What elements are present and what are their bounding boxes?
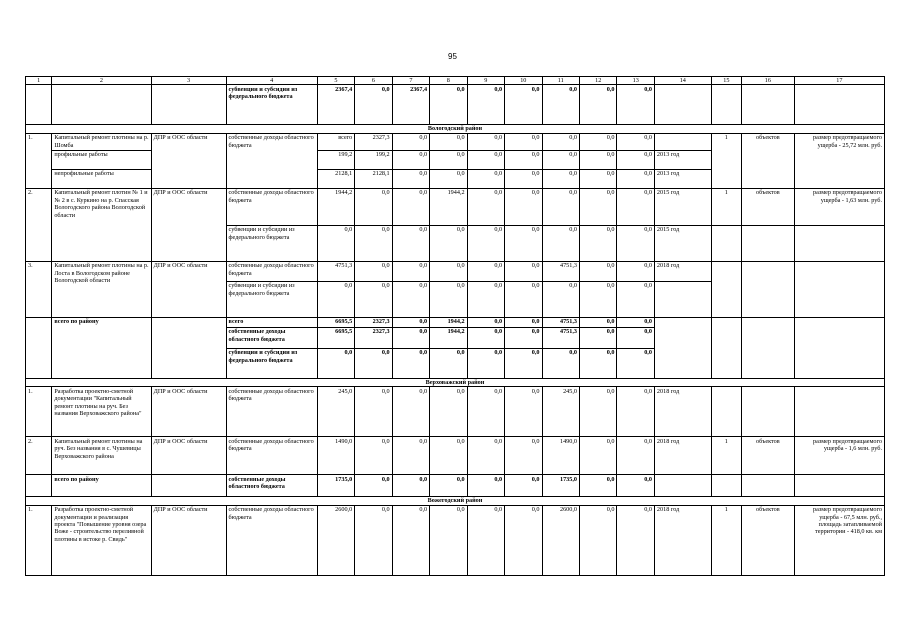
cell-value: 0,0	[467, 225, 504, 261]
cell-value: 0,0	[617, 317, 654, 327]
cell-year	[654, 475, 711, 497]
cell-name: Разработка проектно-сметной документации и реализация проекта "Повышение уровня озера Воже - строительство переливной плотины в истоке р. Свидь"	[52, 505, 151, 575]
cell-num	[26, 85, 52, 125]
header-cell: 1	[26, 77, 52, 85]
cell-value: 0,0	[505, 150, 542, 169]
section-row	[26, 497, 885, 505]
cell-value: 0,0	[579, 85, 616, 125]
cell-num: 2.	[26, 437, 52, 475]
cell-source: собственные доходы областного бюджета	[226, 387, 317, 437]
cell-value: 0,0	[467, 348, 504, 378]
cell-value: 0,0	[467, 188, 504, 225]
cell-num	[26, 475, 52, 497]
cell-year: 2013 год	[654, 169, 711, 188]
cell-value: 0,0	[617, 150, 654, 169]
cell-executor	[151, 475, 226, 497]
cell-value: 0,0	[392, 188, 429, 225]
cell-name: Капитальный ремонт плотины на р. Шомба	[52, 133, 151, 150]
cell-label: непрофильные работы	[52, 169, 151, 188]
cell-value: 1490,0	[542, 437, 579, 475]
cell-unit	[742, 387, 795, 437]
cell-value: 0,0	[505, 188, 542, 225]
cell-value: 0,0	[467, 437, 504, 475]
cell-value: 0,0	[467, 327, 504, 348]
cell-year: 2015 год	[654, 225, 711, 261]
cell-executor	[151, 85, 226, 125]
cell-note: размер предотвращаемого ущерба - 67,5 млн. руб., площадь затапливаемой территории - 418,0 кв. км	[794, 505, 884, 575]
table-header-row	[26, 77, 885, 85]
cell-value: 2128,1	[355, 169, 392, 188]
cell-value: 0,0	[392, 505, 429, 575]
cell-value: 0,0	[467, 317, 504, 327]
cell-source: всего	[226, 317, 317, 327]
header-cell: 3	[151, 77, 226, 85]
cell-value: 0,0	[505, 348, 542, 378]
cell-num: 1.	[26, 133, 52, 188]
table-row	[26, 317, 885, 327]
cell-count	[711, 225, 741, 261]
cell-value: 0,0	[505, 281, 542, 317]
cell-executor: ДПР и ООС области	[151, 188, 226, 261]
header-cell: 15	[711, 77, 741, 85]
table-row	[26, 475, 885, 497]
cell-value: 0,0	[430, 437, 467, 475]
cell-value: 0,0	[617, 261, 654, 281]
cell-value: 199,2	[355, 150, 392, 169]
cell-count: 1	[711, 133, 741, 188]
cell-value: 0,0	[392, 169, 429, 188]
cell-value: 0,0	[430, 261, 467, 281]
header-cell: 5	[317, 77, 354, 85]
cell-value: 0,0	[392, 327, 429, 348]
cell-value: 0,0	[355, 437, 392, 475]
cell-value: 0,0	[392, 225, 429, 261]
cell-value: 6695,5	[317, 327, 354, 348]
cell-value: 0,0	[505, 133, 542, 150]
cell-value: 1944,2	[430, 327, 467, 348]
section-title: Вологодский район	[26, 125, 885, 133]
cell-value: 0,0	[617, 169, 654, 188]
cell-value: 0,0	[317, 348, 354, 378]
cell-value: 0,0	[542, 85, 579, 125]
cell-value: 0,0	[579, 475, 616, 497]
cell-num	[26, 317, 52, 378]
cell-year	[654, 281, 711, 317]
cell-note	[794, 387, 884, 437]
cell-value: 0,0	[467, 261, 504, 281]
cell-year: 2018 год	[654, 261, 711, 281]
cell-year: 2015 год	[654, 188, 711, 225]
cell-value: 0,0	[355, 348, 392, 378]
cell-value: 0,0	[467, 281, 504, 317]
cell-source: собственные доходы областного бюджета	[226, 505, 317, 575]
cell-value: 0,0	[505, 85, 542, 125]
header-cell: 6	[355, 77, 392, 85]
cell-executor: ДПР и ООС области	[151, 437, 226, 475]
cell-count: 1	[711, 437, 741, 475]
cell-value: 2600,0	[542, 505, 579, 575]
cell-value: 2327,3	[355, 317, 392, 327]
cell-value: 0,0	[542, 169, 579, 188]
section-row	[26, 125, 885, 133]
cell-value: 0,0	[355, 387, 392, 437]
cell-unit	[742, 85, 795, 125]
cell-note: размер предотвращаемого ущерба - 1,6 млн. руб.	[794, 437, 884, 475]
header-cell: 14	[654, 77, 711, 85]
cell-source: субвенции и субсидии из федерального бюджета	[226, 225, 317, 261]
cell-unit	[742, 225, 795, 261]
cell-executor	[151, 317, 226, 378]
cell-value: 0,0	[579, 169, 616, 188]
cell-value: 0,0	[579, 150, 616, 169]
cell-value: 2600,0	[317, 505, 354, 575]
cell-label: профильные работы	[52, 150, 151, 169]
cell-value: 4751,3	[317, 261, 354, 281]
cell-value: 0,0	[505, 437, 542, 475]
cell-value: 1490,0	[317, 437, 354, 475]
cell-year	[654, 133, 711, 150]
cell-count	[711, 85, 741, 125]
cell-executor: ДПР и ООС области	[151, 505, 226, 575]
cell-value: 0,0	[617, 348, 654, 378]
cell-unit: объектов	[742, 188, 795, 225]
cell-unit: объектов	[742, 505, 795, 575]
cell-value: 0,0	[617, 437, 654, 475]
header-cell: 2	[52, 77, 151, 85]
cell-value: 0,0	[355, 505, 392, 575]
cell-value: 0,0	[617, 505, 654, 575]
header-cell: 10	[505, 77, 542, 85]
cell-value: 0,0	[392, 133, 429, 150]
cell-year: 2018 год	[654, 437, 711, 475]
cell-value: 0,0	[430, 85, 467, 125]
cell-num: 1.	[26, 505, 52, 575]
cell-value: 0,0	[355, 225, 392, 261]
page-number: 95	[448, 52, 457, 61]
cell-value: 0,0	[579, 505, 616, 575]
cell-source: субвенции и субсидии из федерального бюджета	[226, 348, 317, 378]
table-row	[26, 85, 885, 125]
cell-value: 0,0	[505, 317, 542, 327]
cell-value: 0,0	[505, 475, 542, 497]
cell-name: Капитальный ремонт плотин № 1 и № 2 в с. Куркино на р. Спасская Вологодского района Вологодской области	[52, 188, 151, 261]
header-cell: 7	[392, 77, 429, 85]
cell-note	[794, 225, 884, 261]
cell-value: 0,0	[579, 133, 616, 150]
cell-value: 0,0	[392, 475, 429, 497]
cell-value: 0,0	[542, 150, 579, 169]
cell-value: 0,0	[579, 387, 616, 437]
cell-source: собственные доходы областного бюджета	[226, 188, 317, 225]
cell-year: 2018 год	[654, 387, 711, 437]
cell-source: собственные доходы областного бюджета	[226, 261, 317, 281]
cell-value: 1944,2	[430, 317, 467, 327]
header-cell: 11	[542, 77, 579, 85]
section-title: Вожегодский район	[26, 497, 885, 505]
table-row	[26, 437, 885, 475]
table-row	[26, 188, 885, 225]
cell-name: всего по району	[52, 475, 151, 497]
cell-year: 2013 год	[654, 150, 711, 169]
cell-value: 0,0	[505, 387, 542, 437]
cell-value: 2128,1	[317, 169, 354, 188]
cell-note	[794, 261, 884, 317]
cell-value: 0,0	[392, 281, 429, 317]
cell-count: 1	[711, 188, 741, 225]
cell-value: 0,0	[579, 261, 616, 281]
cell-value: 1944,2	[317, 188, 354, 225]
cell-year: 2018 год	[654, 505, 711, 575]
cell-value: 0,0	[505, 505, 542, 575]
cell-value: 0,0	[430, 387, 467, 437]
section-title: Верховажский район	[26, 378, 885, 386]
cell-name: Капитальный ремонт плотины на р. Лоста в Вологодском районе Вологодской области	[52, 261, 151, 317]
cell-value: 0,0	[617, 387, 654, 437]
cell-value: 0,0	[467, 475, 504, 497]
cell-value: 0,0	[467, 387, 504, 437]
cell-value: 0,0	[542, 348, 579, 378]
cell-value: 0,0	[467, 169, 504, 188]
cell-count	[711, 387, 741, 437]
cell-value: 0,0	[392, 437, 429, 475]
cell-num: 3.	[26, 261, 52, 317]
cell-unit	[742, 261, 795, 317]
cell-note: размер предотвращаемого ущерба - 1,63 млн. руб.	[794, 188, 884, 225]
cell-year	[654, 85, 711, 125]
cell-name: Разработка проектно-сметной документации "Капитальный ремонт плотины на руч. Без названия Верховажского района"	[52, 387, 151, 437]
cell-value: 2367,4	[317, 85, 354, 125]
cell-source: собственные доходы областного бюджета	[226, 475, 317, 497]
cell-value: 0,0	[317, 225, 354, 261]
cell-count	[711, 317, 741, 378]
cell-value: 0,0	[355, 281, 392, 317]
header-cell: 13	[617, 77, 654, 85]
cell-value: 0,0	[617, 85, 654, 125]
cell-value: всего	[317, 133, 354, 150]
cell-value: 0,0	[355, 261, 392, 281]
cell-note	[794, 475, 884, 497]
cell-value: 0,0	[579, 317, 616, 327]
cell-value: 4751,3	[542, 327, 579, 348]
cell-source: собственные доходы областного бюджета	[226, 327, 317, 348]
cell-source: субвенции и субсидии из федерального бюджета	[226, 85, 317, 125]
cell-value: 0,0	[617, 475, 654, 497]
budget-table	[25, 76, 885, 576]
cell-value: 0,0	[430, 505, 467, 575]
cell-value: 0,0	[617, 225, 654, 261]
cell-num: 1.	[26, 387, 52, 437]
cell-value: 0,0	[505, 169, 542, 188]
cell-value: 4751,3	[542, 261, 579, 281]
cell-value: 0,0	[617, 133, 654, 150]
cell-value: 245,0	[542, 387, 579, 437]
cell-value: 0,0	[355, 475, 392, 497]
cell-value: 0,0	[579, 327, 616, 348]
cell-value: 0,0	[467, 133, 504, 150]
header-cell: 8	[430, 77, 467, 85]
cell-unit: объектов	[742, 133, 795, 188]
cell-value: 2327,3	[355, 327, 392, 348]
cell-executor: ДПР и ООС области	[151, 133, 226, 188]
cell-name: всего по району	[52, 317, 151, 378]
cell-value: 4751,3	[542, 317, 579, 327]
cell-source: субвенции и субсидии из федерального бюджета	[226, 281, 317, 317]
cell-note	[794, 317, 884, 378]
cell-value: 0,0	[430, 225, 467, 261]
table-row	[26, 387, 885, 437]
cell-value: 0,0	[392, 387, 429, 437]
table-row	[26, 133, 885, 150]
cell-value: 199,2	[317, 150, 354, 169]
cell-value: 0,0	[317, 281, 354, 317]
cell-value: 0,0	[617, 327, 654, 348]
cell-value: 0,0	[430, 169, 467, 188]
cell-value: 0,0	[467, 505, 504, 575]
cell-note	[794, 85, 884, 125]
cell-value: 0,0	[505, 261, 542, 281]
cell-name: Капитальный ремонт плотины на руч. Без названия в с. Чушевицы Верховажского района	[52, 437, 151, 475]
cell-executor: ДПР и ООС области	[151, 387, 226, 437]
cell-executor: ДПР и ООС области	[151, 261, 226, 317]
cell-value: 0,0	[617, 281, 654, 317]
cell-value: 0,0	[430, 150, 467, 169]
header-cell: 4	[226, 77, 317, 85]
header-cell: 9	[467, 77, 504, 85]
cell-value: 2367,4	[392, 85, 429, 125]
cell-unit	[742, 475, 795, 497]
cell-count	[711, 261, 741, 317]
cell-name	[52, 85, 151, 125]
header-cell: 17	[794, 77, 884, 85]
cell-value: 0,0	[392, 261, 429, 281]
cell-year	[654, 317, 711, 378]
cell-value: 0,0	[579, 188, 616, 225]
cell-value: 0,0	[542, 281, 579, 317]
table-row	[26, 261, 885, 281]
cell-note: размер предотвращаемого ущерба - 25,72 млн. руб.	[794, 133, 884, 188]
cell-value: 0,0	[579, 348, 616, 378]
cell-unit: объектов	[742, 437, 795, 475]
cell-value: 0,0	[430, 348, 467, 378]
header-cell: 16	[742, 77, 795, 85]
table-row	[26, 505, 885, 575]
cell-value: 0,0	[467, 85, 504, 125]
cell-value: 0,0	[355, 188, 392, 225]
cell-value: 0,0	[392, 348, 429, 378]
cell-value: 0,0	[505, 327, 542, 348]
cell-value: 6695,5	[317, 317, 354, 327]
cell-unit	[742, 317, 795, 378]
cell-value: 0,0	[355, 85, 392, 125]
cell-value: 0,0	[542, 225, 579, 261]
cell-value: 0,0	[579, 281, 616, 317]
cell-value: 0,0	[617, 188, 654, 225]
cell-value: 1735,0	[317, 475, 354, 497]
cell-source: собственные доходы областного бюджета	[226, 133, 317, 188]
cell-value: 245,0	[317, 387, 354, 437]
cell-value: 0,0	[542, 188, 579, 225]
cell-num: 2.	[26, 188, 52, 261]
cell-source: собственные доходы областного бюджета	[226, 437, 317, 475]
cell-count: 1	[711, 505, 741, 575]
cell-value: 0,0	[467, 150, 504, 169]
cell-count	[711, 475, 741, 497]
cell-value: 0,0	[579, 437, 616, 475]
cell-value: 1735,0	[542, 475, 579, 497]
cell-value: 2327,3	[355, 133, 392, 150]
cell-value: 0,0	[430, 133, 467, 150]
cell-value: 0,0	[542, 133, 579, 150]
cell-value: 0,0	[430, 281, 467, 317]
cell-value: 0,0	[392, 317, 429, 327]
section-row	[26, 378, 885, 386]
header-cell: 12	[579, 77, 616, 85]
cell-value: 0,0	[579, 225, 616, 261]
cell-value: 0,0	[430, 475, 467, 497]
cell-value: 0,0	[392, 150, 429, 169]
cell-value: 1944,2	[430, 188, 467, 225]
cell-value: 0,0	[505, 225, 542, 261]
